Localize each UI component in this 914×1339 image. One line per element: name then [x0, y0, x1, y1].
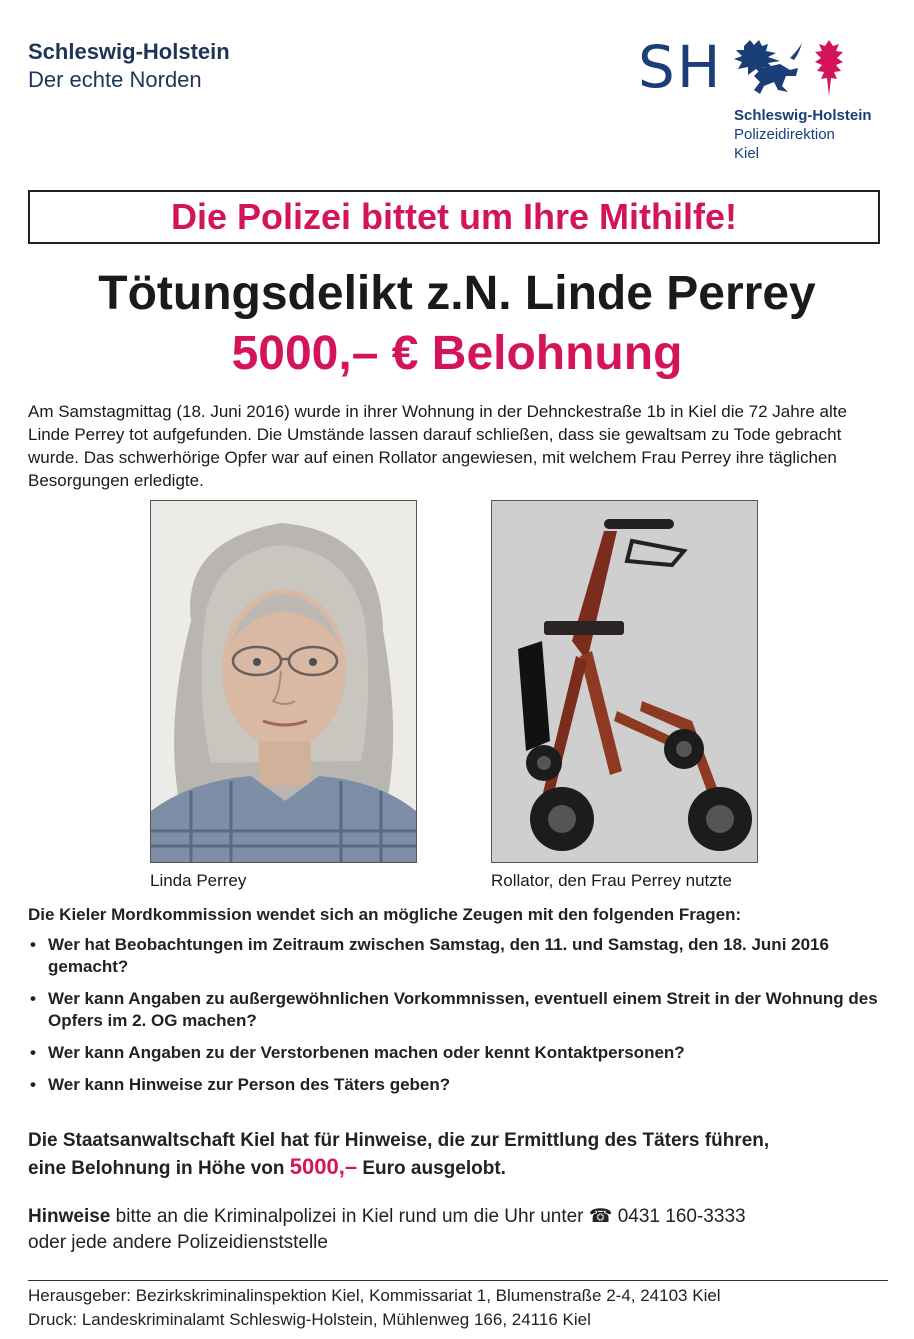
questions-intro: Die Kieler Mordkommission wendet sich an mögliche Zeugen mit den folgenden Fragen:: [28, 905, 742, 924]
list-item: • Wer kann Angaben zu außergewöhnlichen Vorkommnissen, eventuell einem Streit in der Wohnung des Opfers im 2. OG machen?: [28, 988, 878, 1032]
org-line-2: Polizeidirektion: [734, 126, 835, 143]
rollator-photo: [491, 500, 758, 863]
reward-line-1: Die Staatsanwaltschaft Kiel hat für Hinweise, die zur Ermittlung des Täters führen,: [28, 1130, 770, 1151]
nettle-leaf-icon: [814, 40, 844, 96]
list-item: • Wer kann Angaben zu der Verstorbenen machen oder kennt Kontaktpersonen?: [28, 1042, 878, 1064]
org-line-1: Schleswig-Holstein: [734, 107, 872, 124]
brand-line-1: Schleswig-Holstein: [28, 39, 230, 64]
contact-text: bitte an die Kriminalpolizei in Kiel rund um die Uhr unter: [110, 1206, 589, 1227]
lion-icon: [732, 38, 804, 98]
intro-text: Am Samstagmittag (18. Juni 2016) wurde in ihrer Wohnung in der Dehnckestraße 1b in Kiel die 72 Jahre alte Linde Perrey tot aufgefunden. Die Umstände lassen darauf schließen, dass sie gewaltsam zu Tode gebracht wurde. Das schwerhörige Opfer war auf einen Rollator angewiesen, mit welchem Frau Perrey ihre täglichen Besorgungen erledigte.: [28, 402, 847, 490]
reward-statement: [28, 1128, 888, 1182]
victim-caption: Linda Perrey: [150, 871, 247, 890]
org-name: [734, 106, 872, 163]
footer-divider: [28, 1280, 888, 1281]
appeal-banner: Die Polizei bittet um Ihre Mithilfe!: [28, 190, 880, 244]
reward-text-post: Euro ausgelobt.: [357, 1158, 506, 1179]
question-list: [28, 934, 878, 1106]
reward-text-pre: eine Belohnung in Höhe von: [28, 1158, 290, 1179]
phone-number: 0431 160-3333: [612, 1206, 746, 1227]
phone-icon: ☎: [588, 1206, 613, 1227]
printer-line: Druck: Landeskriminalamt Schleswig-Holstein, Mühlenweg 166, 24116 Kiel: [28, 1310, 591, 1329]
list-item: • Wer hat Beobachtungen im Zeitraum zwischen Samstag, den 11. und Samstag, den 18. Juni 2016 gemacht?: [28, 934, 878, 978]
list-item: • Wer kann Hinweise zur Person des Täters geben?: [28, 1074, 878, 1096]
contact-info: [28, 1204, 888, 1256]
reward-amount: 5000,–: [289, 1154, 358, 1179]
publisher-line: Herausgeber: Bezirkskriminalinspektion Kiel, Kommissariat 1, Blumenstraße 2-4, 24103 Kiel: [28, 1286, 721, 1305]
logo-letters: SH: [638, 33, 723, 101]
footer: [28, 1284, 888, 1332]
brand-wordmark: [28, 38, 230, 94]
police-logo: [638, 34, 888, 164]
contact-line-2: oder jede andere Polizeidienststelle: [28, 1232, 328, 1253]
contact-line-1: [28, 1204, 888, 1230]
contact-label: Hinweise: [28, 1206, 111, 1227]
reward-line-2: [28, 1154, 888, 1182]
victim-photo: [150, 500, 417, 863]
brand-line-2: Der echte Norden: [28, 67, 202, 92]
org-line-3: Kiel: [734, 145, 760, 162]
case-headline: Tötungsdelikt z.N. Linde Perrey: [98, 267, 816, 320]
reward-headline: 5000,– € Belohnung: [231, 327, 683, 380]
rollator-caption: Rollator, den Frau Perrey nutzte: [491, 871, 732, 890]
